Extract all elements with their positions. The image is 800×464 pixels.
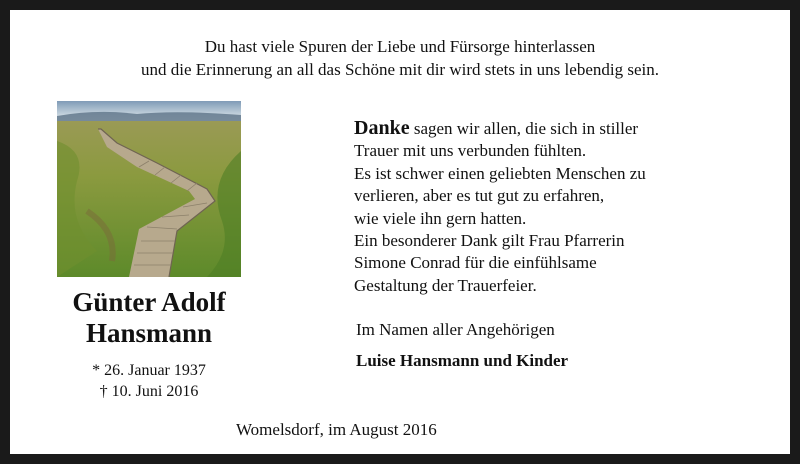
thanks-line: Simone Conrad für die einfühlsame [354, 253, 597, 273]
birth-date: * 26. Januar 1937 [92, 362, 206, 379]
quote-line-2: und die Erinnerung an all das Schöne mit dir wird stets in uns lebendig sein. [141, 60, 659, 79]
quote-line-1: Du hast viele Spuren der Liebe und Fürsorge hinterlassen [204, 37, 596, 56]
thanks-line: Es ist schwer einen geliebten Menschen zu [354, 163, 646, 183]
thanks-first-line-rest: sagen wir allen, die sich in stiller [409, 119, 639, 138]
boardwalk-landscape-photo [57, 101, 241, 277]
memorial-quote [10, 35, 790, 81]
life-dates [40, 360, 258, 402]
thanks-line: verlieren, aber es tut gut zu erfahren, [354, 186, 605, 206]
name-line-1: Günter Adolf [72, 287, 226, 317]
name-line-2: Hansmann [85, 318, 213, 348]
thanks-lead-word: Danke [354, 117, 410, 139]
thanks-line: Gestaltung der Trauerfeier. [354, 275, 537, 295]
thanks-text [354, 117, 734, 297]
thanks-line: Trauer mit uns verbunden fühlten. [354, 141, 587, 161]
thanks-first-line [354, 117, 734, 140]
death-date: † 10. Juni 2016 [99, 383, 199, 400]
signature-family: Luise Hansmann und Kinder [356, 351, 569, 370]
thanks-line: wie viele ihn gern hatten. [354, 208, 527, 228]
signature-intro: Im Namen aller Angehörigen [356, 320, 555, 339]
deceased-name [40, 287, 258, 349]
thanks-line: Ein besonderer Dank gilt Frau Pfarrerin [354, 231, 625, 251]
place-and-date: Womelsdorf, im August 2016 [236, 420, 437, 439]
obituary-card [10, 10, 790, 454]
